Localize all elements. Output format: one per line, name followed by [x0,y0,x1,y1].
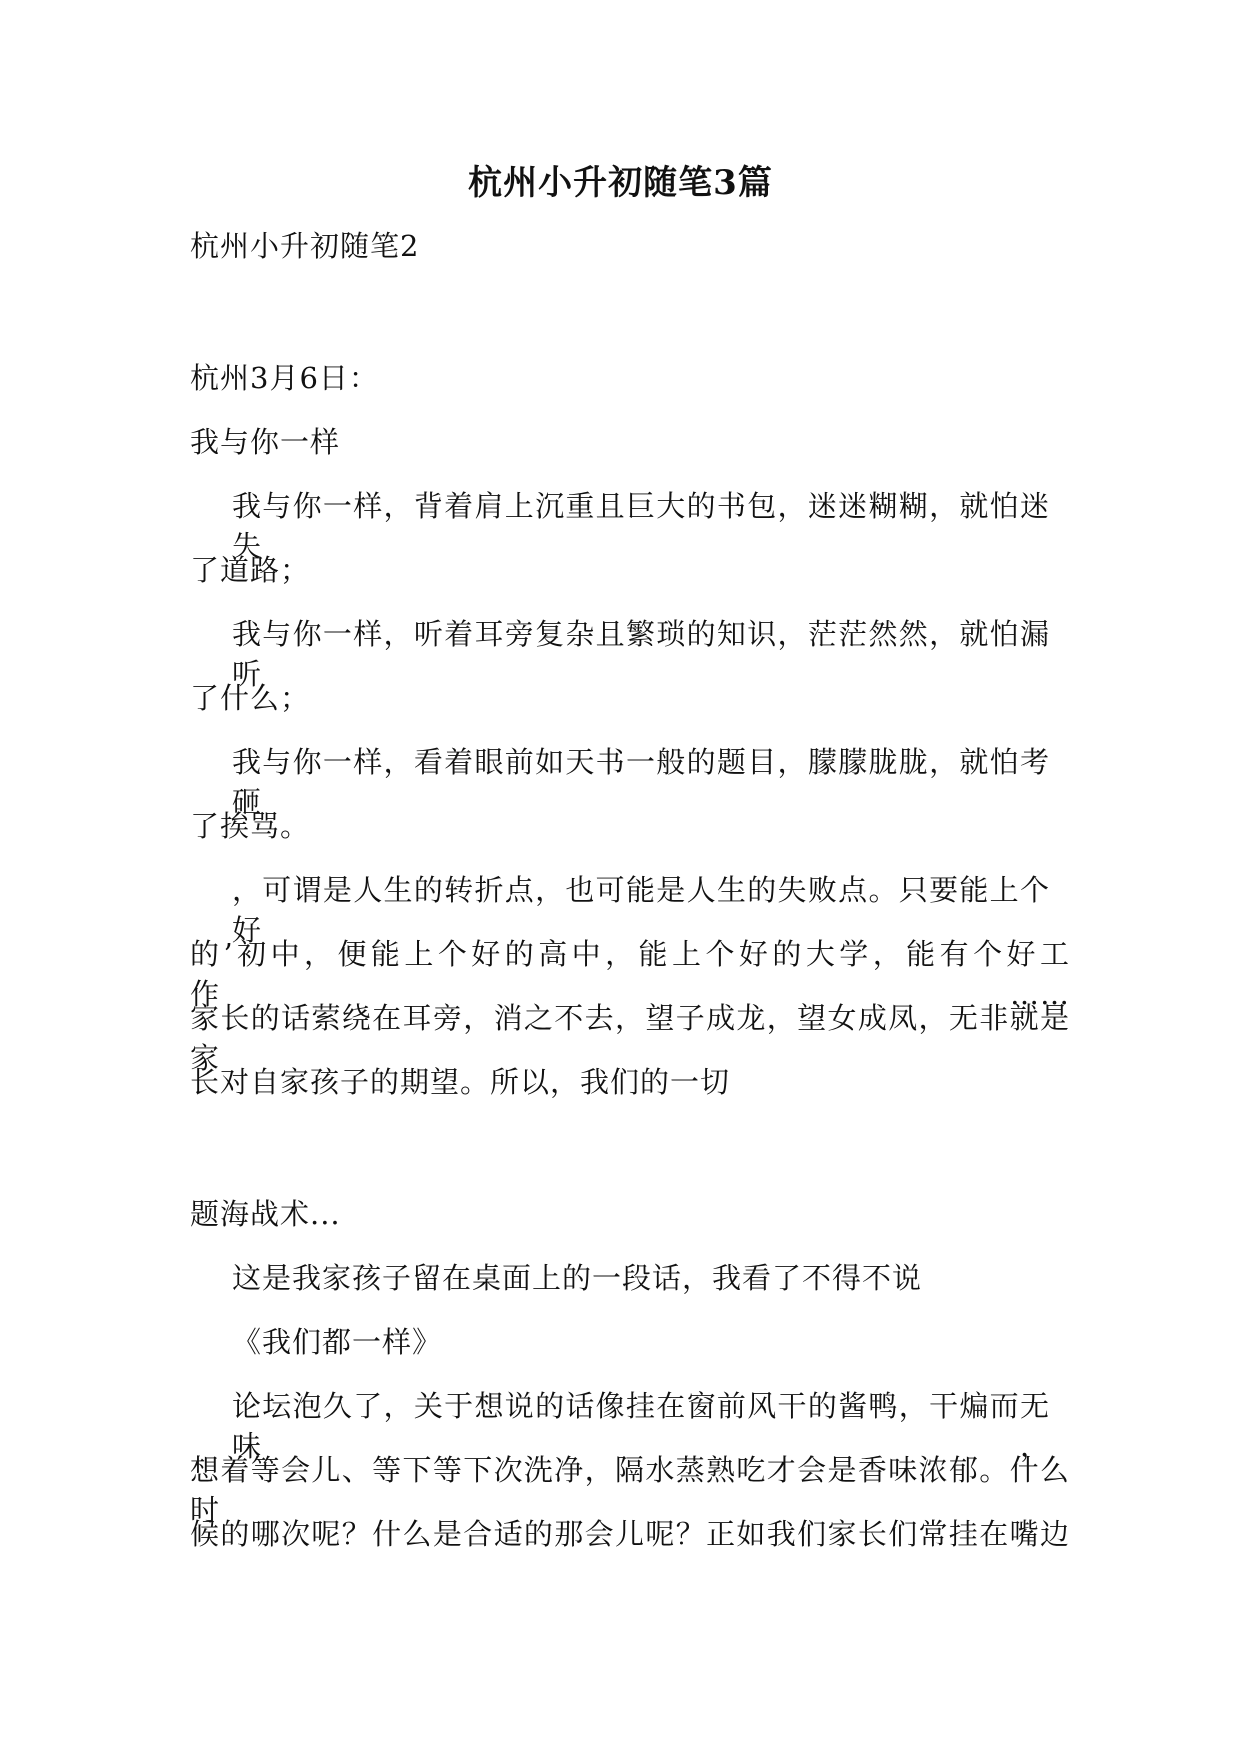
section-heading: 我与你一样 [190,425,341,459]
date-line: 杭州3月6日： [190,361,379,395]
paragraph-line: 论坛泡久了，关于想说的话像挂在窗前风干的酱鸭，干煸而无味， [232,1389,1050,1463]
paragraph-line: 我与你一样，背着肩上沉重且巨大的书包，迷迷糊糊，就怕迷失 [232,489,1050,563]
paragraph-line: 了道路； [190,553,311,587]
paragraph-line: ，可谓是人生的转折点，也可能是人生的失败点。只要能上个好 [232,873,1050,947]
paragraph-line: 题海战术... [190,1197,341,1231]
paragraph-line: 家长的话萦绕在耳旁，消之不去，望子成龙，望女成凤，无非就是家 [190,1001,1070,1075]
paragraph-line: 我与你一样，看着眼前如天书一般的题目，朦朦胧胧，就怕考砸 [232,745,1050,819]
subtitle: 杭州小升初随笔2 [190,229,420,263]
paragraph-line: 想着等会儿、等下等下次洗净，隔水蒸熟吃才会是香味浓郁。什么时 [190,1453,1070,1527]
paragraph-line: 这是我家孩子留在桌面上的一段话，我看了不得不说 [232,1261,923,1295]
paragraph-line: 的’初中，便能上个好的高中，能上个好的大学，能有个好工作…… [190,937,1070,1011]
paragraph-line: 长对自家孩子的期望。所以，我们的一切 [190,1065,731,1099]
paragraph-line: 我与你一样，听着耳旁复杂且繁琐的知识，茫茫然然，就怕漏听 [232,617,1050,691]
paragraph-line: 《我们都一样》 [232,1325,443,1359]
document-title: 杭州小升初随笔3篇 [468,163,773,203]
paragraph-line: 了挨骂。 [190,809,311,843]
paragraph-line: 候的哪次呢？什么是合适的那会儿呢？正如我们家长们常挂在嘴边 [190,1517,1070,1551]
paragraph-line: 了什么； [190,681,311,715]
